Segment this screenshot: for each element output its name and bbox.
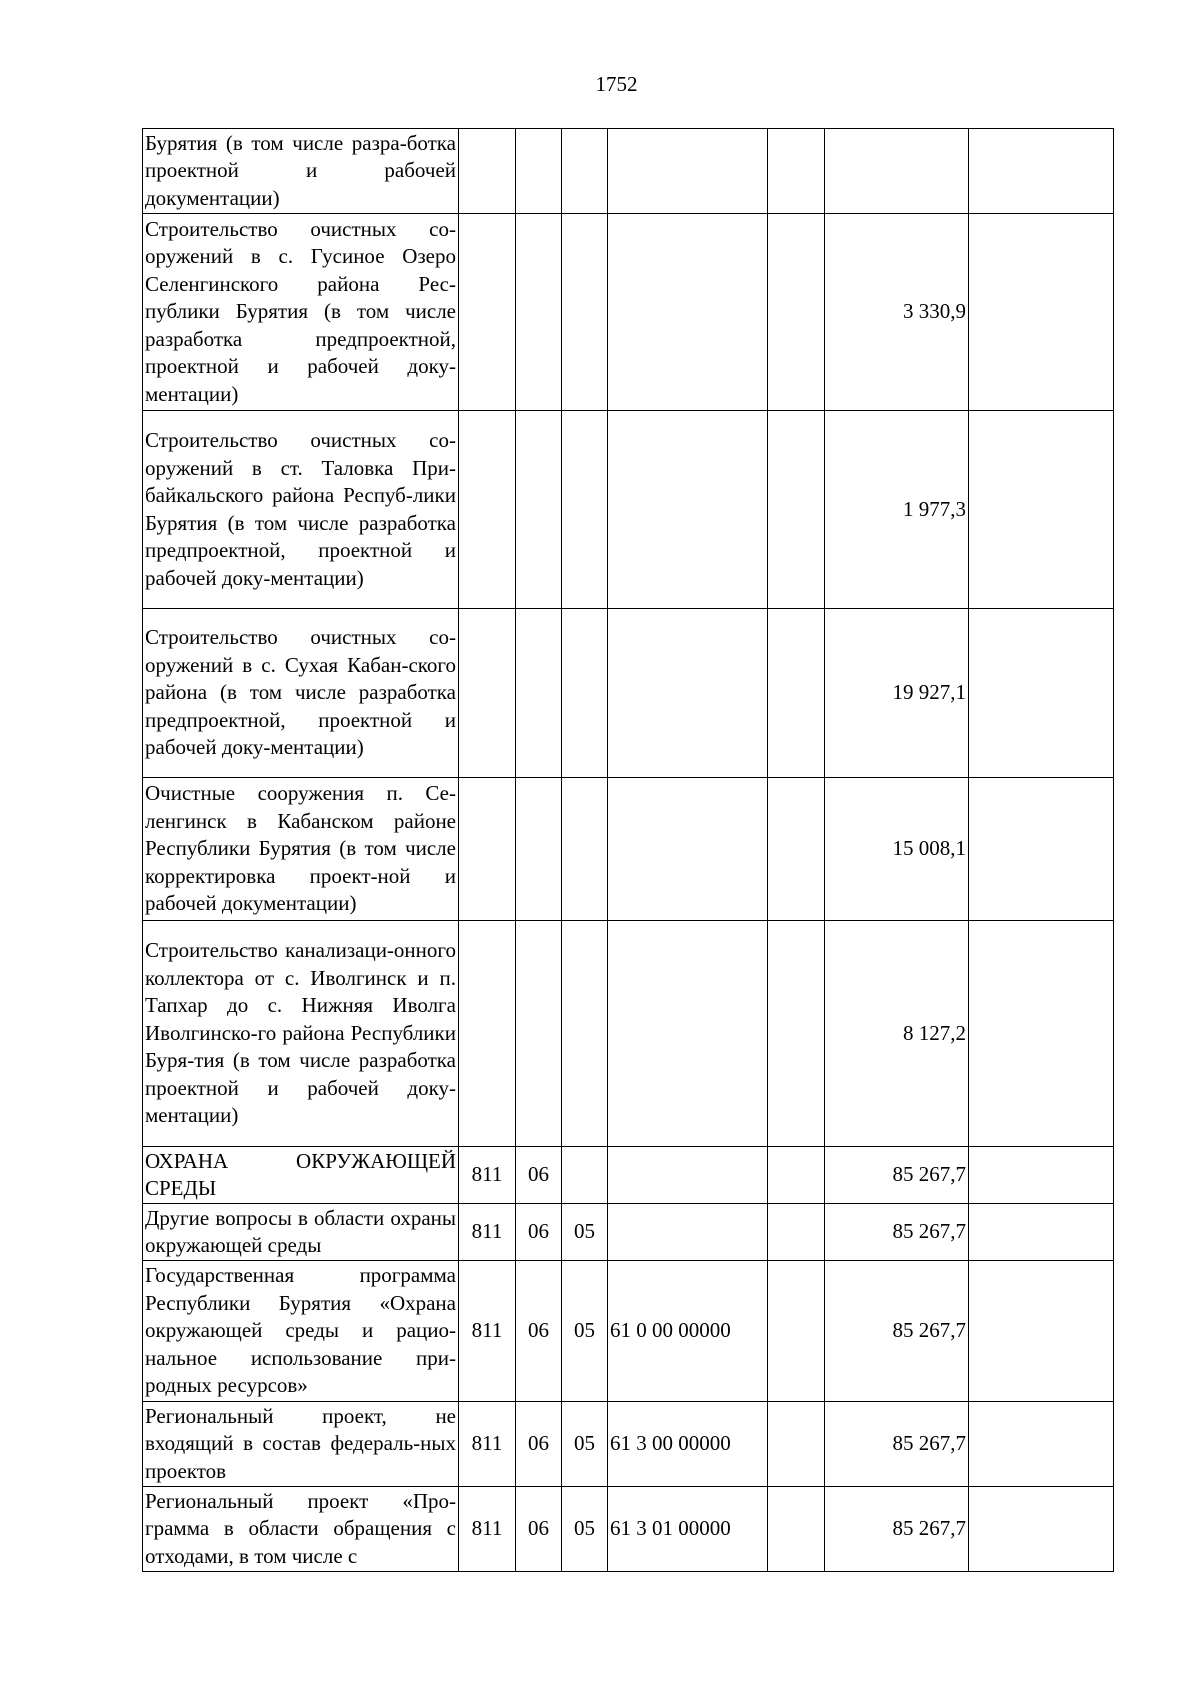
target-article-code: 61 3 01 00000 bbox=[608, 1487, 768, 1572]
target-article-code bbox=[608, 214, 768, 411]
row-name: Региональный проект, не входящий в состав федераль-ных проектов bbox=[143, 1402, 459, 1487]
table-row bbox=[143, 129, 1114, 214]
extra-cell bbox=[969, 1261, 1114, 1402]
amount: 85 267,7 bbox=[825, 1402, 969, 1487]
grbs-code bbox=[459, 129, 516, 214]
amount: 85 267,7 bbox=[825, 1204, 969, 1261]
subsection-code: 05 bbox=[562, 1261, 608, 1402]
row-name: Государственная программа Республики Бурятия «Охрана окружающей среды и рацио-нальное использование при-родных ресурсов» bbox=[143, 1261, 459, 1402]
grbs-code: 811 bbox=[459, 1487, 516, 1572]
expense-type-code bbox=[768, 411, 825, 609]
subsection-code: 05 bbox=[562, 1402, 608, 1487]
row-name: Строительство канализаци-онного коллектора от с. Иволгинск и п. Тапхар до с. Нижняя Иволга Иволгинско-го района Республики Буря-тия (в том числе разработка проектной и рабочей доку-ментации) bbox=[143, 921, 459, 1147]
extra-cell bbox=[969, 1487, 1114, 1572]
row-name: Региональный проект «Про-грамма в области обращения с отходами, в том числе с bbox=[143, 1487, 459, 1572]
subsection-code bbox=[562, 214, 608, 411]
extra-cell bbox=[969, 921, 1114, 1147]
target-article-code bbox=[608, 1204, 768, 1261]
amount: 19 927,1 bbox=[825, 609, 969, 778]
subsection-code bbox=[562, 609, 608, 778]
target-article-code: 61 3 00 00000 bbox=[608, 1402, 768, 1487]
amount bbox=[825, 129, 969, 214]
extra-cell bbox=[969, 129, 1114, 214]
page-number: 1752 bbox=[595, 72, 638, 96]
row-name: Строительство очистных со-оружений в с. Сухая Кабан-ского района (в том числе разработка предпроектной, проектной и рабочей доку-ментации) bbox=[143, 609, 459, 778]
subsection-code bbox=[562, 1147, 608, 1204]
section-code bbox=[516, 778, 562, 921]
row-name: ОХРАНА ОКРУЖАЮЩЕЙ СРЕДЫ bbox=[143, 1147, 459, 1204]
budget-table bbox=[142, 128, 1114, 1572]
extra-cell bbox=[969, 778, 1114, 921]
table-row bbox=[143, 1402, 1114, 1487]
expense-type-code bbox=[768, 129, 825, 214]
grbs-code bbox=[459, 921, 516, 1147]
grbs-code bbox=[459, 609, 516, 778]
table-row bbox=[143, 609, 1114, 778]
table-row bbox=[143, 1261, 1114, 1402]
amount: 85 267,7 bbox=[825, 1487, 969, 1572]
table-row bbox=[143, 778, 1114, 921]
amount: 85 267,7 bbox=[825, 1261, 969, 1402]
subsection-code: 05 bbox=[562, 1487, 608, 1572]
grbs-code bbox=[459, 778, 516, 921]
expense-type-code bbox=[768, 214, 825, 411]
amount: 8 127,2 bbox=[825, 921, 969, 1147]
row-name: Другие вопросы в области охраны окружающей среды bbox=[143, 1204, 459, 1261]
table-row bbox=[143, 411, 1114, 609]
section-code bbox=[516, 214, 562, 411]
table-row bbox=[143, 1204, 1114, 1261]
expense-type-code bbox=[768, 778, 825, 921]
subsection-code: 05 bbox=[562, 1204, 608, 1261]
target-article-code: 61 0 00 00000 bbox=[608, 1261, 768, 1402]
extra-cell bbox=[969, 1204, 1114, 1261]
expense-type-code bbox=[768, 1147, 825, 1204]
expense-type-code bbox=[768, 1402, 825, 1487]
expense-type-code bbox=[768, 921, 825, 1147]
extra-cell bbox=[969, 1147, 1114, 1204]
amount: 85 267,7 bbox=[825, 1147, 969, 1204]
target-article-code bbox=[608, 609, 768, 778]
expense-type-code bbox=[768, 1487, 825, 1572]
grbs-code: 811 bbox=[459, 1204, 516, 1261]
row-name: Бурятия (в том числе разра-ботка проектной и рабочей документации) bbox=[143, 129, 459, 214]
subsection-code bbox=[562, 129, 608, 214]
amount: 15 008,1 bbox=[825, 778, 969, 921]
section-code: 06 bbox=[516, 1204, 562, 1261]
extra-cell bbox=[969, 609, 1114, 778]
extra-cell bbox=[969, 1402, 1114, 1487]
section-code: 06 bbox=[516, 1487, 562, 1572]
section-code bbox=[516, 411, 562, 609]
grbs-code bbox=[459, 214, 516, 411]
section-code bbox=[516, 129, 562, 214]
target-article-code bbox=[608, 129, 768, 214]
grbs-code: 811 bbox=[459, 1147, 516, 1204]
table-row bbox=[143, 214, 1114, 411]
target-article-code bbox=[608, 778, 768, 921]
amount: 1 977,3 bbox=[825, 411, 969, 609]
table-row bbox=[143, 1487, 1114, 1572]
row-name: Строительство очистных со-оружений в с. Гусиное Озеро Селенгинского района Рес-публики Бурятия (в том числе разработка предпроектной, проектной и рабочей доку-ментации) bbox=[143, 214, 459, 411]
expense-type-code bbox=[768, 1204, 825, 1261]
extra-cell bbox=[969, 411, 1114, 609]
table-row bbox=[143, 1147, 1114, 1204]
subsection-code bbox=[562, 778, 608, 921]
subsection-code bbox=[562, 411, 608, 609]
grbs-code bbox=[459, 411, 516, 609]
grbs-code: 811 bbox=[459, 1261, 516, 1402]
subsection-code bbox=[562, 921, 608, 1147]
target-article-code bbox=[608, 921, 768, 1147]
row-name: Очистные сооружения п. Се-ленгинск в Кабанском районе Республики Бурятия (в том числе корректировка проект-ной и рабочей документации) bbox=[143, 778, 459, 921]
grbs-code: 811 bbox=[459, 1402, 516, 1487]
table-row bbox=[143, 921, 1114, 1147]
target-article-code bbox=[608, 411, 768, 609]
expense-type-code bbox=[768, 609, 825, 778]
section-code: 06 bbox=[516, 1261, 562, 1402]
section-code bbox=[516, 609, 562, 778]
extra-cell bbox=[969, 214, 1114, 411]
section-code: 06 bbox=[516, 1147, 562, 1204]
section-code: 06 bbox=[516, 1402, 562, 1487]
expense-type-code bbox=[768, 1261, 825, 1402]
amount: 3 330,9 bbox=[825, 214, 969, 411]
section-code bbox=[516, 921, 562, 1147]
row-name: Строительство очистных со-оружений в ст. Таловка При-байкальского района Респуб-лики Бурятия (в том числе разработка предпроектной, проектной и рабочей доку-ментации) bbox=[143, 411, 459, 609]
target-article-code bbox=[608, 1147, 768, 1204]
